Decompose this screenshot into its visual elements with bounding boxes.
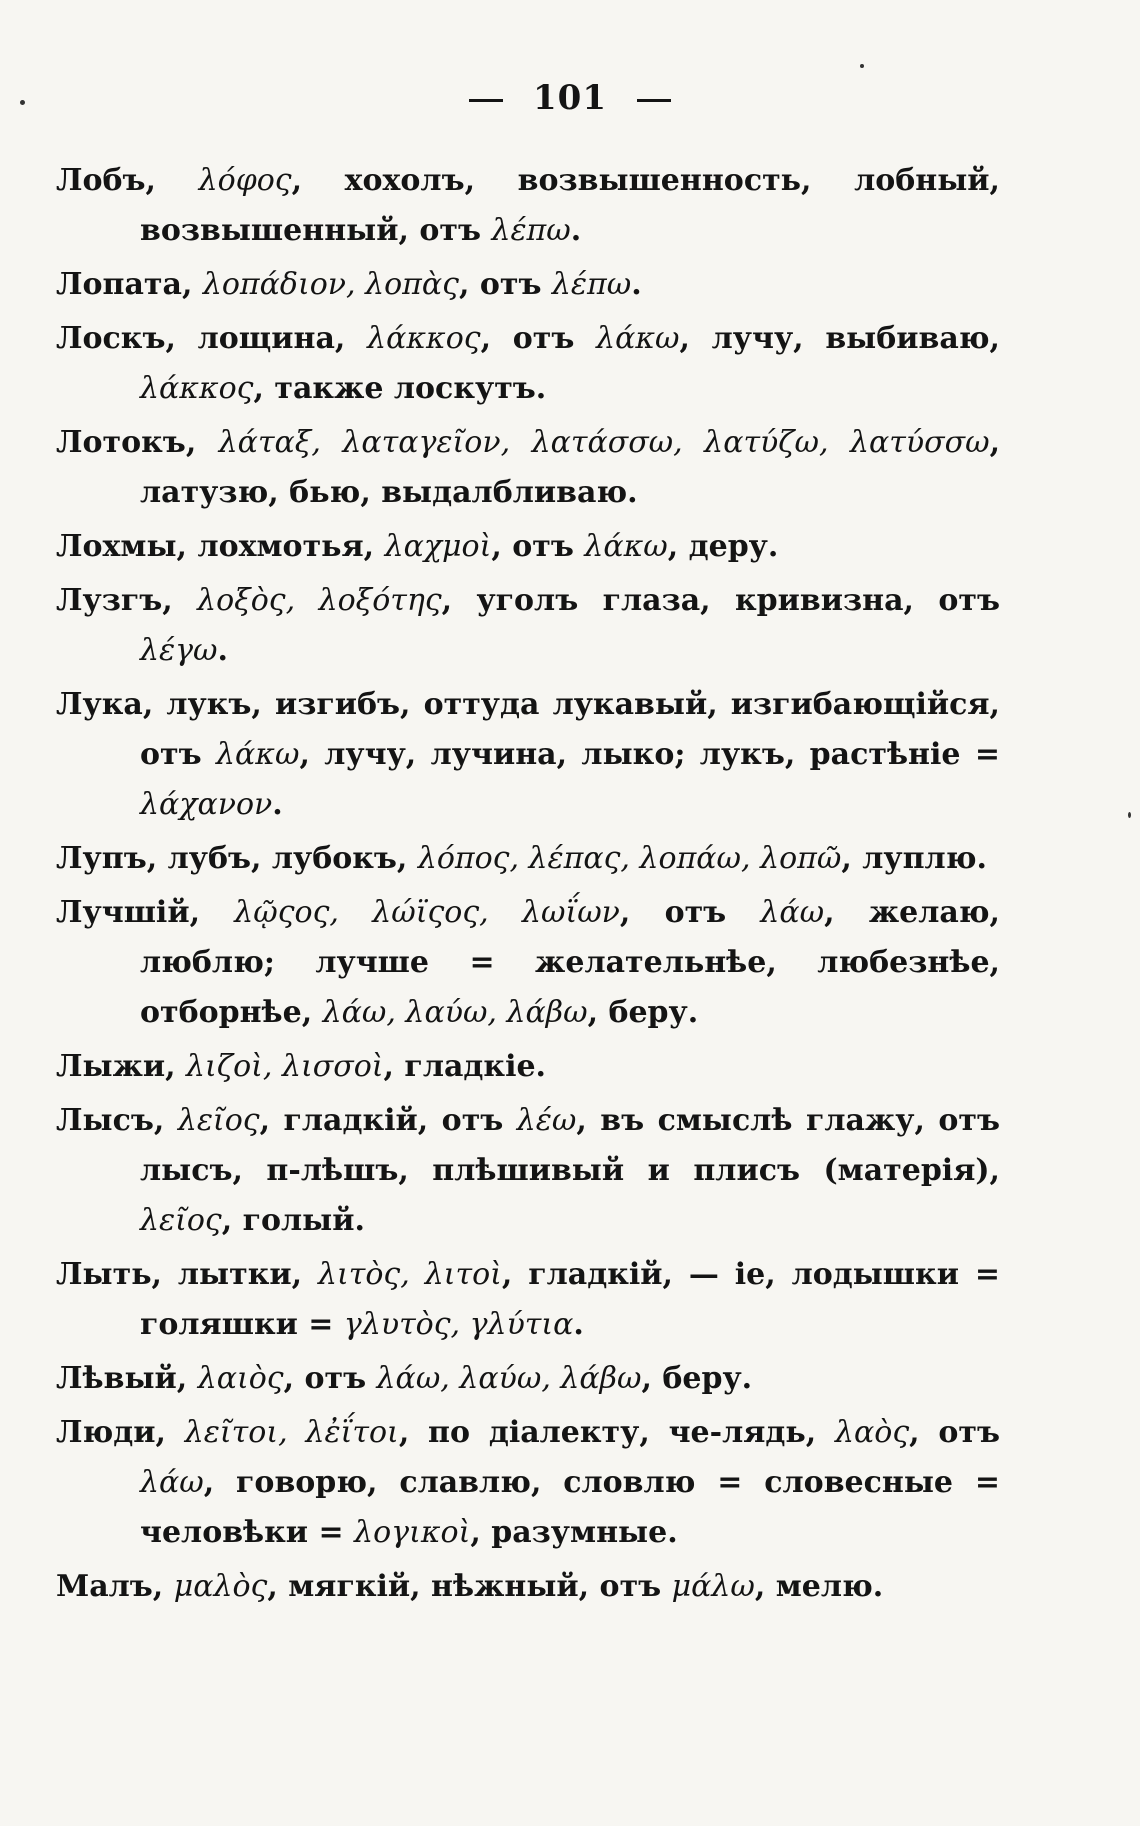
entry-text: Лоскъ, лощина,	[56, 321, 368, 356]
greek-term: λάκω	[216, 737, 300, 772]
scan-speck	[1128, 812, 1131, 818]
dictionary-entry	[56, 314, 1000, 414]
entry-text: .	[573, 1307, 584, 1342]
entry-text: Лука, лукъ, изгибъ, оттуда лукавый, изгибающійся, отъ	[56, 687, 1000, 772]
dictionary-entry	[56, 888, 1000, 1038]
greek-term: λόφος	[198, 163, 292, 198]
entry-text: Лѣвый,	[56, 1361, 198, 1396]
entry-text: .	[570, 213, 582, 248]
entry-text: , гладкіе.	[383, 1049, 546, 1084]
scan-speck	[20, 100, 25, 105]
dictionary-entry	[56, 1562, 1000, 1612]
dictionary-entry	[56, 1096, 1000, 1246]
left-dash	[469, 99, 503, 102]
greek-term: λάω, λαύω, λάβω	[322, 995, 588, 1030]
entry-text: , мелю.	[754, 1569, 884, 1604]
entry-text: Лотокъ,	[56, 425, 219, 460]
entry-text: , голый.	[221, 1203, 365, 1238]
greek-term: λάω, λαύω, λάβω	[376, 1361, 642, 1396]
entry-text: Лучшій,	[56, 895, 235, 930]
greek-term: λέγω	[140, 633, 218, 668]
greek-term: λεῖος	[177, 1103, 260, 1138]
greek-term: λαχμοὶ	[384, 529, 492, 564]
dictionary-entry	[56, 260, 1000, 310]
greek-term: λαιὸς	[197, 1361, 284, 1396]
greek-term: λέπω	[551, 267, 632, 302]
greek-term: λάκω	[584, 529, 668, 564]
greek-term: λογικοὶ	[354, 1515, 471, 1550]
entry-text: .	[217, 633, 228, 668]
page-number: 101	[533, 78, 607, 118]
right-dash	[637, 99, 671, 102]
entry-text: , латузю, бью, выдалбливаю.	[140, 425, 1001, 510]
greek-term: λεῖος	[140, 1203, 222, 1238]
greek-term: λόπος, λέπας, λοπάω, λοπῶ	[417, 841, 842, 876]
entry-text: , гладкій, — іе, лодышки = голяшки =	[140, 1257, 1000, 1342]
entry-text: , въ смыслѣ глажу, отъ лысъ, п-лѣшъ, плѣшивый и плисъ (матерія),	[140, 1103, 1000, 1188]
dictionary-entry	[56, 834, 1000, 884]
dictionary-entry	[56, 576, 1000, 676]
entry-text: Люди,	[56, 1415, 185, 1450]
entry-text: , по діалекту, че-лядь,	[398, 1415, 835, 1450]
entry-text: , также лоскутъ.	[253, 371, 547, 406]
greek-term: λέω	[516, 1103, 577, 1138]
dictionary-entry	[56, 156, 1000, 256]
entry-text: , беру.	[587, 995, 699, 1030]
greek-term: λέπω	[491, 213, 571, 248]
entry-text: , уголъ глаза, кривизна, отъ	[441, 583, 1000, 618]
entry-text: , мягкій, нѣжный, отъ	[267, 1569, 672, 1604]
entry-text: , беру.	[641, 1361, 753, 1396]
greek-term: γλυτὸς, γλύτια	[343, 1307, 574, 1342]
greek-term: λαὸς	[835, 1415, 910, 1450]
greek-term: μάλω	[671, 1569, 755, 1604]
dictionary-entry	[56, 1042, 1000, 1092]
dictionary-entry	[56, 1354, 1000, 1404]
dictionary-entries	[56, 156, 1000, 1616]
greek-term: λιτὸς, λιτοὶ	[317, 1257, 502, 1292]
entry-text: .	[272, 787, 283, 822]
entry-text: Лобъ,	[56, 163, 199, 198]
greek-term: λάω	[760, 895, 825, 930]
greek-term: λοξὸς, λοξότης	[197, 583, 442, 618]
entry-text: , деру.	[667, 529, 779, 564]
entry-text: , отъ	[491, 529, 585, 564]
entry-text: , хохолъ, возвышенность, лобный, возвышенный, отъ	[140, 163, 1000, 248]
entry-text: , отъ	[480, 321, 597, 356]
entry-text: , лучу, выбиваю,	[679, 321, 1000, 356]
greek-term: μαλὸς	[173, 1569, 268, 1604]
dictionary-entry	[56, 680, 1000, 830]
entry-text: , лучу, лучина, лыко; лукъ, растѣніе =	[299, 737, 1001, 772]
greek-term: λάω	[140, 1465, 204, 1500]
entry-text: Лыть, лытки,	[56, 1257, 318, 1292]
entry-text: .	[631, 267, 642, 302]
greek-term: λάκω	[596, 321, 680, 356]
dictionary-entry	[56, 522, 1000, 572]
dictionary-entry	[56, 1408, 1000, 1558]
greek-term: λεῖτοι, λἐΐτοι	[184, 1415, 399, 1450]
greek-term: λῷςος, λώϊςος, λωΐων	[234, 895, 620, 930]
page-number-line	[0, 78, 1140, 118]
entry-text: Лупъ, лубъ, лубокъ,	[56, 841, 418, 876]
greek-term: λιζοὶ, λισσοὶ	[186, 1049, 384, 1084]
greek-term: λάκκος	[140, 371, 254, 406]
greek-term: λοπάδιον, λοπὰς	[202, 267, 459, 302]
entry-text: Лохмы, лохмотья,	[56, 529, 385, 564]
dictionary-entry	[56, 418, 1000, 518]
greek-term: λάχανον	[140, 787, 273, 822]
dictionary-entry	[56, 1250, 1000, 1350]
entry-text: , гладкій, отъ	[259, 1103, 517, 1138]
entry-text: , отъ	[909, 1415, 1000, 1450]
entry-text: , луплю.	[841, 841, 987, 876]
entry-text: , говорю, славлю, словлю = словесные = человѣки =	[140, 1465, 1000, 1550]
greek-term: λάκκος	[367, 321, 481, 356]
entry-text: , отъ	[458, 267, 552, 302]
entry-text: Лыжи,	[56, 1049, 187, 1084]
scan-speck	[860, 64, 864, 68]
entry-text: , отъ	[283, 1361, 377, 1396]
entry-text: Малъ,	[56, 1569, 174, 1604]
entry-text: Лопата,	[56, 267, 203, 302]
entry-text: Лысъ,	[56, 1103, 178, 1138]
greek-term: λάταξ, λαταγεῖον, λατάσσω, λατύζω, λατύσσω	[218, 425, 990, 460]
entry-text: , отъ	[619, 895, 761, 930]
entry-text: , желаю, люблю; лучше = желательнѣе, любезнѣе, отборнѣе,	[140, 895, 1000, 1030]
entry-text: , разумные.	[470, 1515, 678, 1550]
entry-text: Лузгъ,	[56, 583, 198, 618]
